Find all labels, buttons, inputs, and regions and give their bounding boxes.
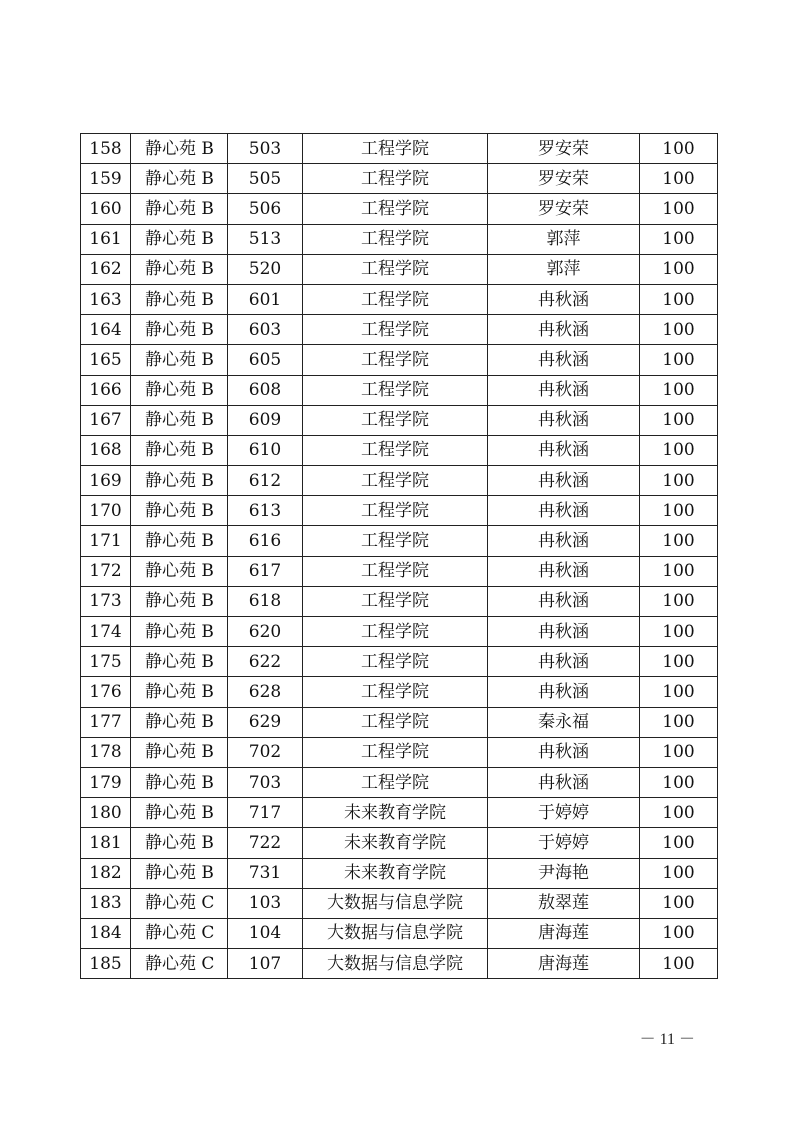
- college-cell: 未来教育学院: [303, 828, 488, 858]
- counselor-name-cell: 尹海艳: [488, 858, 640, 888]
- college-cell: 工程学院: [303, 767, 488, 797]
- dormitory-cell: 静心苑 B: [131, 737, 228, 767]
- room-number-cell: 622: [228, 647, 303, 677]
- row-number: 158: [81, 134, 131, 164]
- counselor-name-cell: 唐海莲: [488, 918, 640, 948]
- counselor-name-cell: 冉秋涵: [488, 677, 640, 707]
- counselor-name-cell: 冉秋涵: [488, 556, 640, 586]
- counselor-name-cell: 冉秋涵: [488, 315, 640, 345]
- score-cell: 100: [640, 828, 718, 858]
- score-cell: 100: [640, 586, 718, 616]
- table-row: [81, 134, 718, 164]
- college-cell: 工程学院: [303, 315, 488, 345]
- counselor-name-cell: 冉秋涵: [488, 586, 640, 616]
- table-row: [81, 707, 718, 737]
- row-number: 164: [81, 315, 131, 345]
- room-number-cell: 731: [228, 858, 303, 888]
- counselor-name-cell: 冉秋涵: [488, 345, 640, 375]
- dormitory-cell: 静心苑 B: [131, 375, 228, 405]
- room-number-cell: 609: [228, 405, 303, 435]
- college-cell: 工程学院: [303, 224, 488, 254]
- dormitory-cell: 静心苑 B: [131, 556, 228, 586]
- college-cell: 工程学院: [303, 164, 488, 194]
- counselor-name-cell: 冉秋涵: [488, 526, 640, 556]
- counselor-name-cell: 于婷婷: [488, 798, 640, 828]
- counselor-name-cell: 罗安荣: [488, 164, 640, 194]
- score-cell: 100: [640, 284, 718, 314]
- counselor-name-cell: 于婷婷: [488, 828, 640, 858]
- college-cell: 工程学院: [303, 586, 488, 616]
- dormitory-cell: 静心苑 B: [131, 315, 228, 345]
- room-number-cell: 722: [228, 828, 303, 858]
- room-number-cell: 629: [228, 707, 303, 737]
- table-row: [81, 194, 718, 224]
- counselor-name-cell: 冉秋涵: [488, 435, 640, 465]
- counselor-name-cell: 冉秋涵: [488, 767, 640, 797]
- row-number: 163: [81, 284, 131, 314]
- room-number-cell: 617: [228, 556, 303, 586]
- college-cell: 工程学院: [303, 526, 488, 556]
- college-cell: 工程学院: [303, 254, 488, 284]
- room-number-cell: 520: [228, 254, 303, 284]
- row-number: 159: [81, 164, 131, 194]
- table-row: [81, 435, 718, 465]
- college-cell: 大数据与信息学院: [303, 949, 488, 979]
- score-cell: 100: [640, 918, 718, 948]
- row-number: 169: [81, 466, 131, 496]
- counselor-name-cell: 冉秋涵: [488, 737, 640, 767]
- row-number: 183: [81, 888, 131, 918]
- row-number: 167: [81, 405, 131, 435]
- room-number-cell: 605: [228, 345, 303, 375]
- college-cell: 工程学院: [303, 134, 488, 164]
- dormitory-cell: 静心苑 B: [131, 466, 228, 496]
- room-number-cell: 608: [228, 375, 303, 405]
- dormitory-cell: 静心苑 B: [131, 435, 228, 465]
- row-number: 170: [81, 496, 131, 526]
- dormitory-cell: 静心苑 B: [131, 164, 228, 194]
- score-cell: 100: [640, 798, 718, 828]
- score-cell: 100: [640, 134, 718, 164]
- row-number: 173: [81, 586, 131, 616]
- score-cell: 100: [640, 767, 718, 797]
- table-row: [81, 466, 718, 496]
- dormitory-cell: 静心苑 B: [131, 767, 228, 797]
- row-number: 160: [81, 194, 131, 224]
- table-row: [81, 737, 718, 767]
- table-body: [81, 134, 718, 979]
- college-cell: 工程学院: [303, 466, 488, 496]
- college-cell: 工程学院: [303, 284, 488, 314]
- table-row: [81, 164, 718, 194]
- table-row: [81, 556, 718, 586]
- score-cell: 100: [640, 466, 718, 496]
- college-cell: 工程学院: [303, 405, 488, 435]
- row-number: 176: [81, 677, 131, 707]
- room-number-cell: 610: [228, 435, 303, 465]
- room-number-cell: 601: [228, 284, 303, 314]
- college-cell: 工程学院: [303, 737, 488, 767]
- college-cell: 工程学院: [303, 435, 488, 465]
- counselor-name-cell: 冉秋涵: [488, 647, 640, 677]
- row-number: 178: [81, 737, 131, 767]
- table-row: [81, 345, 718, 375]
- row-number: 172: [81, 556, 131, 586]
- row-number: 168: [81, 435, 131, 465]
- score-cell: 100: [640, 556, 718, 586]
- room-number-cell: 103: [228, 888, 303, 918]
- dormitory-cell: 静心苑 B: [131, 254, 228, 284]
- dormitory-cell: 静心苑 B: [131, 284, 228, 314]
- counselor-name-cell: 罗安荣: [488, 194, 640, 224]
- college-cell: 工程学院: [303, 194, 488, 224]
- counselor-name-cell: 秦永福: [488, 707, 640, 737]
- row-number: 171: [81, 526, 131, 556]
- score-cell: 100: [640, 164, 718, 194]
- counselor-name-cell: 郭萍: [488, 224, 640, 254]
- table-row: [81, 315, 718, 345]
- dormitory-cell: 静心苑 B: [131, 677, 228, 707]
- room-number-cell: 616: [228, 526, 303, 556]
- row-number: 185: [81, 949, 131, 979]
- table-row: [81, 526, 718, 556]
- counselor-name-cell: 郭萍: [488, 254, 640, 284]
- counselor-name-cell: 冉秋涵: [488, 496, 640, 526]
- room-number-cell: 620: [228, 617, 303, 647]
- score-cell: 100: [640, 375, 718, 405]
- dormitory-cell: 静心苑 B: [131, 224, 228, 254]
- row-number: 181: [81, 828, 131, 858]
- college-cell: 大数据与信息学院: [303, 918, 488, 948]
- counselor-name-cell: 冉秋涵: [488, 284, 640, 314]
- table-row: [81, 858, 718, 888]
- row-number: 180: [81, 798, 131, 828]
- dormitory-cell: 静心苑 C: [131, 949, 228, 979]
- room-number-cell: 618: [228, 586, 303, 616]
- dormitory-cell: 静心苑 B: [131, 858, 228, 888]
- college-cell: 工程学院: [303, 647, 488, 677]
- row-number: 174: [81, 617, 131, 647]
- table-row: [81, 617, 718, 647]
- room-number-cell: 603: [228, 315, 303, 345]
- college-cell: 未来教育学院: [303, 798, 488, 828]
- score-cell: 100: [640, 737, 718, 767]
- row-number: 165: [81, 345, 131, 375]
- room-number-cell: 107: [228, 949, 303, 979]
- score-cell: 100: [640, 677, 718, 707]
- table-row: [81, 828, 718, 858]
- dormitory-cell: 静心苑 B: [131, 798, 228, 828]
- college-cell: 未来教育学院: [303, 858, 488, 888]
- table-row: [81, 224, 718, 254]
- score-cell: 100: [640, 617, 718, 647]
- room-number-cell: 513: [228, 224, 303, 254]
- counselor-name-cell: 唐海莲: [488, 949, 640, 979]
- dormitory-cell: 静心苑 B: [131, 647, 228, 677]
- score-cell: 100: [640, 647, 718, 677]
- room-number-cell: 717: [228, 798, 303, 828]
- room-number-cell: 612: [228, 466, 303, 496]
- dormitory-score-table: [80, 133, 718, 979]
- table-row: [81, 918, 718, 948]
- table-row: [81, 767, 718, 797]
- room-number-cell: 506: [228, 194, 303, 224]
- row-number: 175: [81, 647, 131, 677]
- table-row: [81, 798, 718, 828]
- dormitory-cell: 静心苑 B: [131, 586, 228, 616]
- counselor-name-cell: 敖翠莲: [488, 888, 640, 918]
- score-cell: 100: [640, 315, 718, 345]
- score-cell: 100: [640, 435, 718, 465]
- room-number-cell: 505: [228, 164, 303, 194]
- counselor-name-cell: 罗安荣: [488, 134, 640, 164]
- room-number-cell: 613: [228, 496, 303, 526]
- college-cell: 工程学院: [303, 345, 488, 375]
- score-cell: 100: [640, 888, 718, 918]
- row-number: 182: [81, 858, 131, 888]
- college-cell: 工程学院: [303, 375, 488, 405]
- score-cell: 100: [640, 254, 718, 284]
- row-number: 184: [81, 918, 131, 948]
- dormitory-cell: 静心苑 B: [131, 526, 228, 556]
- score-cell: 100: [640, 496, 718, 526]
- dormitory-cell: 静心苑 B: [131, 405, 228, 435]
- table-row: [81, 647, 718, 677]
- college-cell: 工程学院: [303, 556, 488, 586]
- score-cell: 100: [640, 949, 718, 979]
- dormitory-cell: 静心苑 C: [131, 918, 228, 948]
- room-number-cell: 503: [228, 134, 303, 164]
- table-row: [81, 375, 718, 405]
- table-row: [81, 405, 718, 435]
- table-row: [81, 586, 718, 616]
- college-cell: 工程学院: [303, 707, 488, 737]
- table-row: [81, 254, 718, 284]
- dormitory-cell: 静心苑 B: [131, 617, 228, 647]
- college-cell: 大数据与信息学院: [303, 888, 488, 918]
- table-row: [81, 496, 718, 526]
- table-row: [81, 888, 718, 918]
- college-cell: 工程学院: [303, 496, 488, 526]
- row-number: 166: [81, 375, 131, 405]
- dormitory-cell: 静心苑 B: [131, 345, 228, 375]
- row-number: 162: [81, 254, 131, 284]
- row-number: 161: [81, 224, 131, 254]
- room-number-cell: 104: [228, 918, 303, 948]
- room-number-cell: 702: [228, 737, 303, 767]
- dormitory-cell: 静心苑 B: [131, 194, 228, 224]
- score-cell: 100: [640, 194, 718, 224]
- college-cell: 工程学院: [303, 617, 488, 647]
- table-row: [81, 284, 718, 314]
- score-cell: 100: [640, 707, 718, 737]
- college-cell: 工程学院: [303, 677, 488, 707]
- dormitory-cell: 静心苑 B: [131, 707, 228, 737]
- score-cell: 100: [640, 858, 718, 888]
- row-number: 179: [81, 767, 131, 797]
- score-cell: 100: [640, 526, 718, 556]
- table-row: [81, 677, 718, 707]
- score-cell: 100: [640, 345, 718, 375]
- page-number: － 11 －: [639, 1031, 695, 1048]
- score-cell: 100: [640, 405, 718, 435]
- row-number: 177: [81, 707, 131, 737]
- counselor-name-cell: 冉秋涵: [488, 617, 640, 647]
- counselor-name-cell: 冉秋涵: [488, 405, 640, 435]
- dormitory-cell: 静心苑 C: [131, 888, 228, 918]
- score-cell: 100: [640, 224, 718, 254]
- room-number-cell: 703: [228, 767, 303, 797]
- room-number-cell: 628: [228, 677, 303, 707]
- dormitory-cell: 静心苑 B: [131, 496, 228, 526]
- dormitory-cell: 静心苑 B: [131, 828, 228, 858]
- counselor-name-cell: 冉秋涵: [488, 466, 640, 496]
- counselor-name-cell: 冉秋涵: [488, 375, 640, 405]
- dormitory-cell: 静心苑 B: [131, 134, 228, 164]
- table-row: [81, 949, 718, 979]
